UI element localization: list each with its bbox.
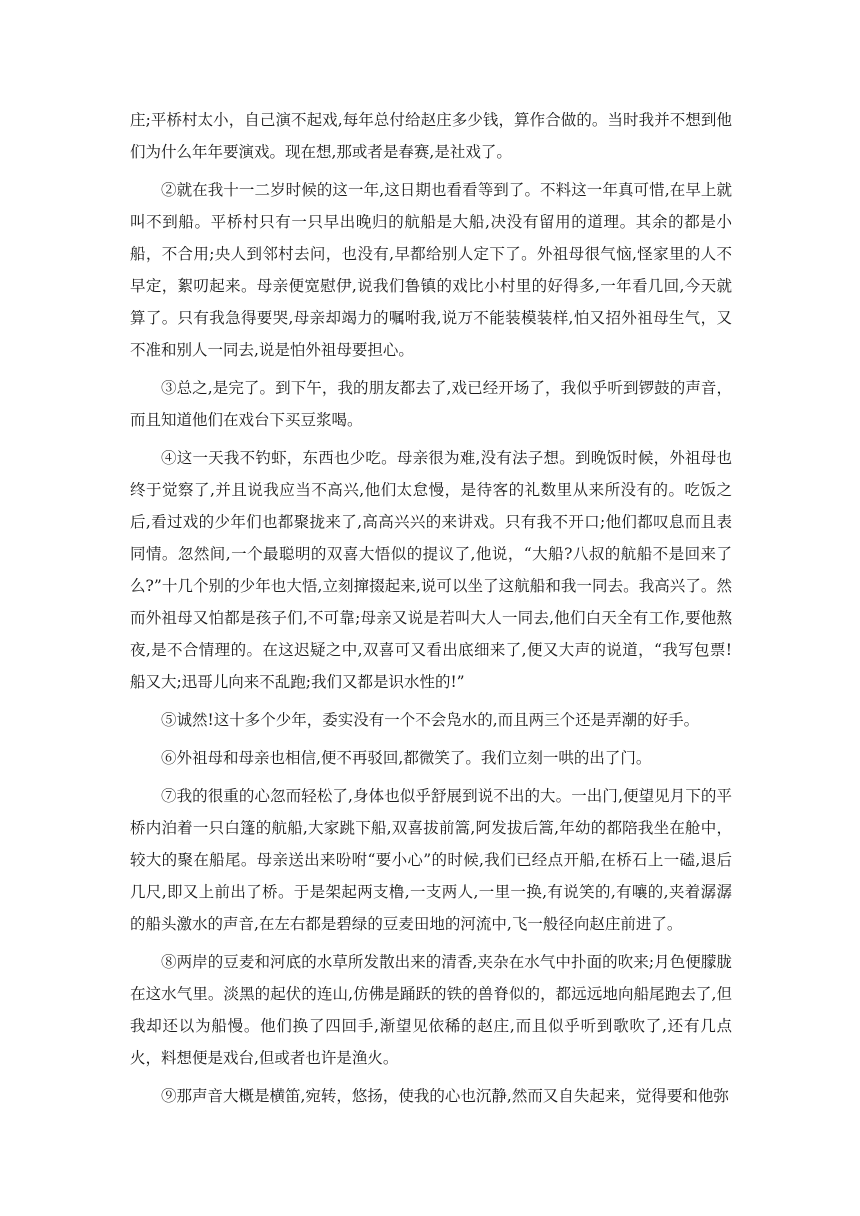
paragraph-7: ⑦我的很重的心忽而轻松了,身体也似乎舒展到说不出的大。一出门,便望见月下的平桥内泊着一只白篷的航船,大家跳下船,双喜拔前篙,阿发拔后篙,年幼的都陪我坐在舱中，较大的聚在船尾。母亲送出来吩咐“要小心”的时候,我们已经点开船,在桥石上一磕,退后几尺,即又上前出了桥。于是架起两支橹,一支两人,一里一换,有说笑的,有嚷的,夹着潺潺的船头激水的声音,在左右都是碧绿的豆麦田地的河流中,飞一般径向赵庄前进了。	[130, 787, 732, 933]
paragraph-3: ③总之,是完了。到下午，我的朋友都去了,戏已经开场了，我似乎听到锣鼓的声音，而且知道他们在戏台下买豆浆喝。	[130, 379, 732, 429]
paragraph-8: ⑧两岸的豆麦和河底的水草所发散出来的清香,夹杂在水气中扑面的吹来;月色便朦胧在这水气里。淡黑的起伏的连山,仿佛是踊跃的铁的兽脊似的，都远远地向船尾跑去了,但我却还以为船慢。他们换了四回手,渐望见依稀的赵庄,而且似乎听到歌吹了,还有几点火，料想便是戏台,但或者也许是渔火。	[130, 953, 732, 1067]
paragraph-1: 庄;平桥村太小，自己演不起戏,每年总付给赵庄多少钱，算作合做的。当时我并不想到他们为什么年年要演戏。现在想,那或者是春赛,是社戏了。	[130, 111, 732, 161]
document-body	[130, 104, 732, 1118]
paragraph-6: ⑥外祖母和母亲也相信,便不再驳回,都微笑了。我们立刻一哄的出了门。	[161, 749, 652, 767]
paragraph-2: ②就在我十一二岁时候的这一年,这日期也看看等到了。不料这一年真可惜,在早上就叫不到船。平桥村只有一只早出晚归的航船是大船,决没有留用的道理。其余的都是小船，不合用;央人到邻村去问，也没有,早都给别人定下了。外祖母很气恼,怪家里的人不早定，絮叨起来。母亲便宽慰伊,说我们鲁镇的戏比小村里的好得多,一年看几回,今天就算了。只有我急得要哭,母亲却竭力的嘱咐我,说万不能装模装样,怕又招外祖母生气，又不准和别人一同去,说是怕外祖母要担心。	[130, 181, 732, 359]
paragraph-5: ⑤诚然!这十多个少年，委实没有一个不会凫水的,而且两三个还是弄潮的好手。	[161, 711, 700, 729]
paragraph-4: ④这一天我不钓虾，东西也少吃。母亲很为难,没有法子想。到晚饭时候，外祖母也终于觉察了,并且说我应当不高兴,他们太怠慢，是待客的礼数里从来所没有的。吃饭之后,看过戏的少年们也都聚拢来了,高高兴兴的来讲戏。只有我不开口;他们都叹息而且表同情。忽然间,一个最聪明的双喜大悟似的提议了,他说，“大船?八叔的航船不是回来了么?”十几个别的少年也大悟,立刻撺掇起来,说可以坐了这航船和我一同去。我高兴了。然而外祖母又怕都是孩子们,不可靠;母亲又说是若叫大人一同去,他们白天全有工作,要他熬夜,是不合情理的。在这迟疑之中,双喜可又看出底细来了,便又大声的说道，“我写包票!船又大;迅哥儿向来不乱跑;我们又都是识水性的!”	[130, 449, 732, 691]
paragraph-9: ⑨那声音大概是横笛,宛转，悠扬，使我的心也沉静,然而又自失起来，觉得要和他弥	[161, 1087, 729, 1105]
